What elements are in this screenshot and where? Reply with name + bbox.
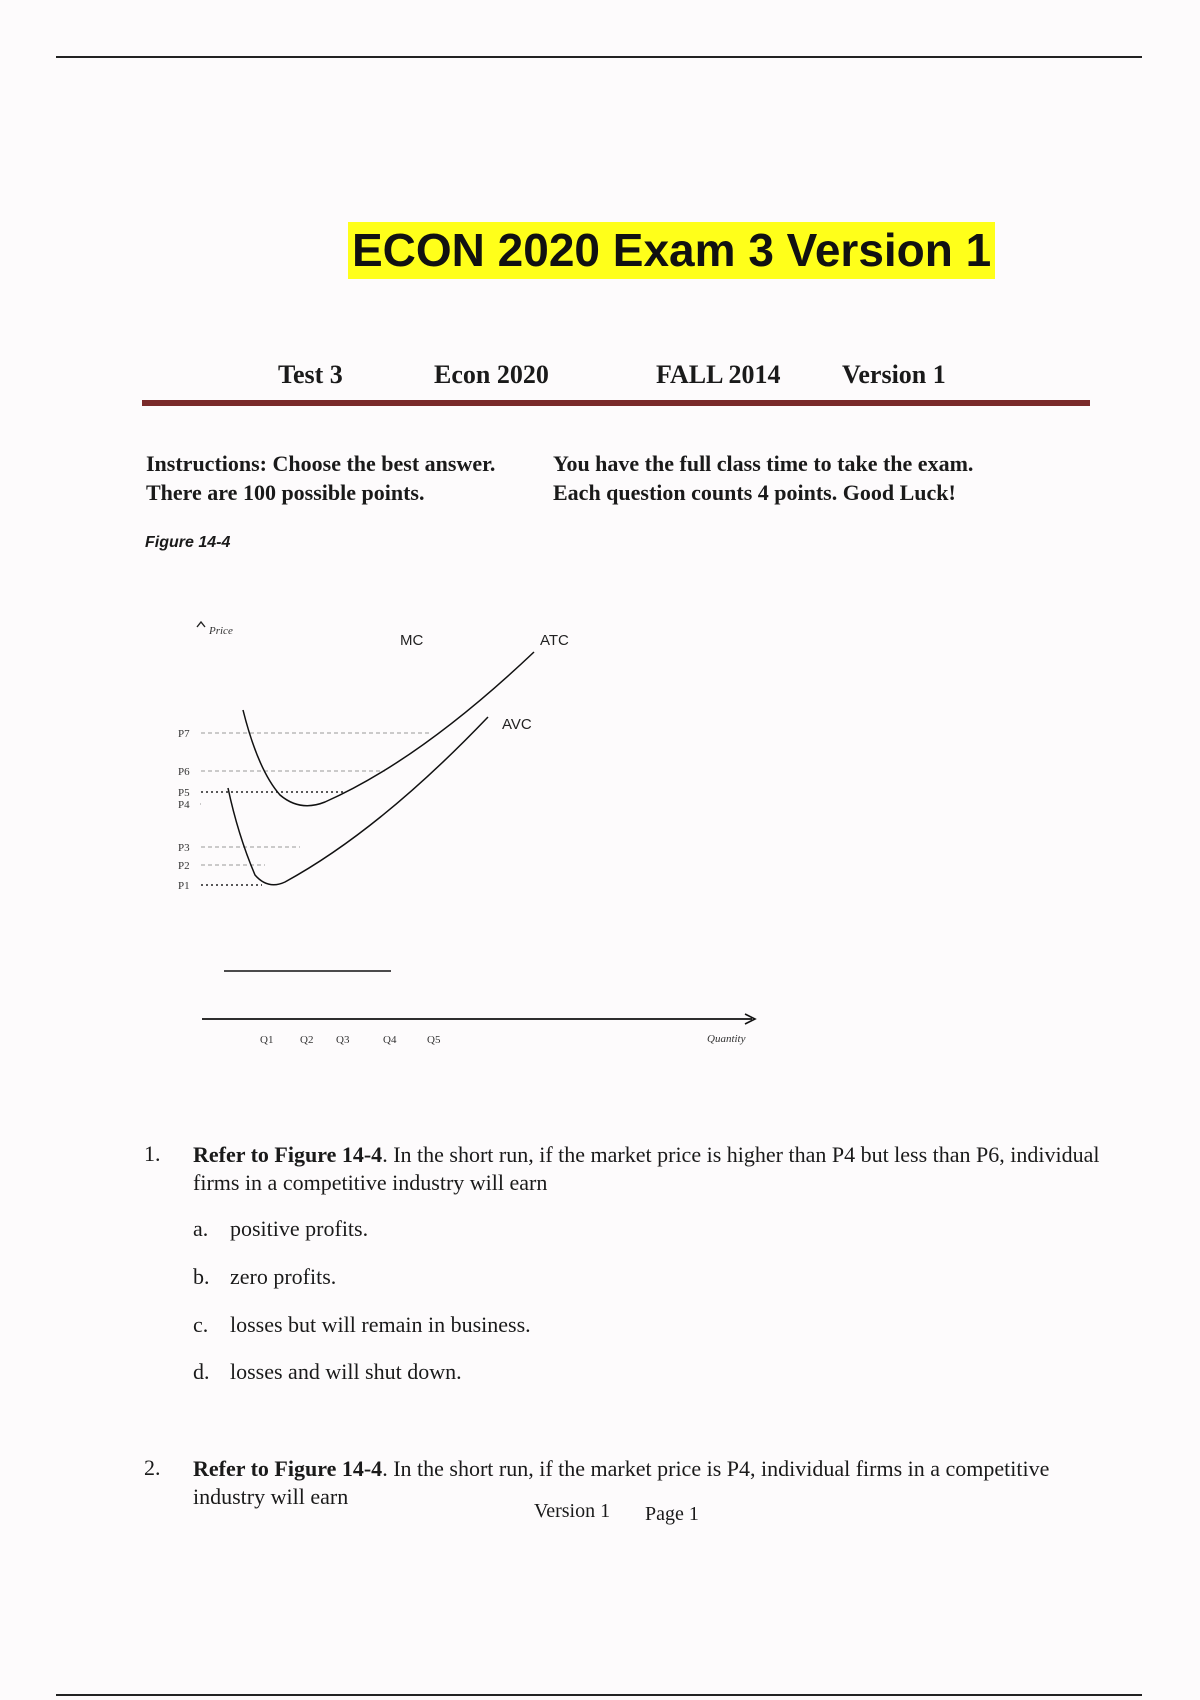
header-version: Version 1 xyxy=(842,360,946,389)
choice-text: positive profits. xyxy=(230,1216,369,1241)
price-tick-p3: P3 xyxy=(178,842,190,854)
quantity-tick-q1: Q1 xyxy=(260,1034,274,1046)
question-1-choice-b[interactable] xyxy=(193,1264,336,1290)
question-1-choice-a[interactable] xyxy=(193,1216,368,1242)
price-tick-p6: P6 xyxy=(178,766,190,778)
header-test: Test 3 xyxy=(278,360,343,389)
choice-letter: c. xyxy=(193,1312,209,1337)
price-tick-p2: P2 xyxy=(178,860,190,872)
question-1-choice-c[interactable] xyxy=(193,1312,531,1338)
choice-letter: b. xyxy=(193,1264,210,1289)
figure-label: Figure 14-4 xyxy=(145,534,231,551)
price-tick-p1: P1 xyxy=(178,880,190,892)
avc-label: AVC xyxy=(502,716,532,733)
choice-letter: d. xyxy=(193,1359,210,1384)
question-2-body: . In the short run, if the market price is P4, individual firms in a competitive industry will earn xyxy=(193,1456,1050,1509)
y-axis-label: Price xyxy=(209,625,233,637)
chart-root xyxy=(178,622,755,1046)
instructions-line2-right: Each question counts 4 points. Good Luck! xyxy=(553,480,956,505)
question-2-number: 2. xyxy=(144,1455,161,1480)
price-tick-p7: P7 xyxy=(178,728,190,740)
instructions-line2-left: There are 100 possible points. xyxy=(146,480,425,505)
x-axis-label: Quantity xyxy=(707,1033,746,1045)
quantity-tick-q5: Q5 xyxy=(427,1034,441,1046)
choice-letter: a. xyxy=(193,1216,209,1241)
choice-text: zero profits. xyxy=(230,1264,337,1289)
instructions-line1-right: You have the full class time to take the exam. xyxy=(553,451,974,476)
question-1-text xyxy=(193,1141,1103,1197)
quantity-tick-q4: Q4 xyxy=(383,1034,397,1046)
footer-page: Page 1 xyxy=(645,1503,699,1525)
question-2-text xyxy=(193,1455,1053,1511)
bottom-rule xyxy=(56,1694,1142,1696)
atc-curve xyxy=(243,652,534,806)
question-1-number: 1. xyxy=(144,1141,161,1166)
question-1-body: . In the short run, if the market price is higher than P4 but less than P6, individual firms in a competitive industry will earn xyxy=(193,1142,1100,1195)
choice-text: losses and will shut down. xyxy=(230,1359,462,1384)
question-1-choice-d[interactable] xyxy=(193,1359,462,1385)
price-axis-arrow-icon xyxy=(197,622,205,627)
header-term: FALL 2014 xyxy=(656,360,781,389)
footer-version: Version 1 xyxy=(534,1500,611,1522)
price-tick-p4: P4 xyxy=(178,799,190,811)
question-2-ref: Refer to Figure 14-4 xyxy=(193,1456,383,1481)
question-1-ref: Refer to Figure 14-4 xyxy=(193,1142,383,1167)
quantity-tick-q3: Q3 xyxy=(336,1034,350,1046)
avc-curve xyxy=(228,717,488,885)
choice-text: losses but will remain in business. xyxy=(230,1312,531,1337)
mc-label: MC xyxy=(400,632,424,649)
instructions-line1-left: Instructions: Choose the best answer. xyxy=(146,451,496,476)
price-tick-p5: P5 xyxy=(178,787,190,799)
header-course: Econ 2020 xyxy=(434,360,549,389)
exam-title: ECON 2020 Exam 3 Version 1 xyxy=(348,222,995,279)
quantity-tick-q2: Q2 xyxy=(300,1034,314,1046)
atc-label: ATC xyxy=(540,632,569,649)
